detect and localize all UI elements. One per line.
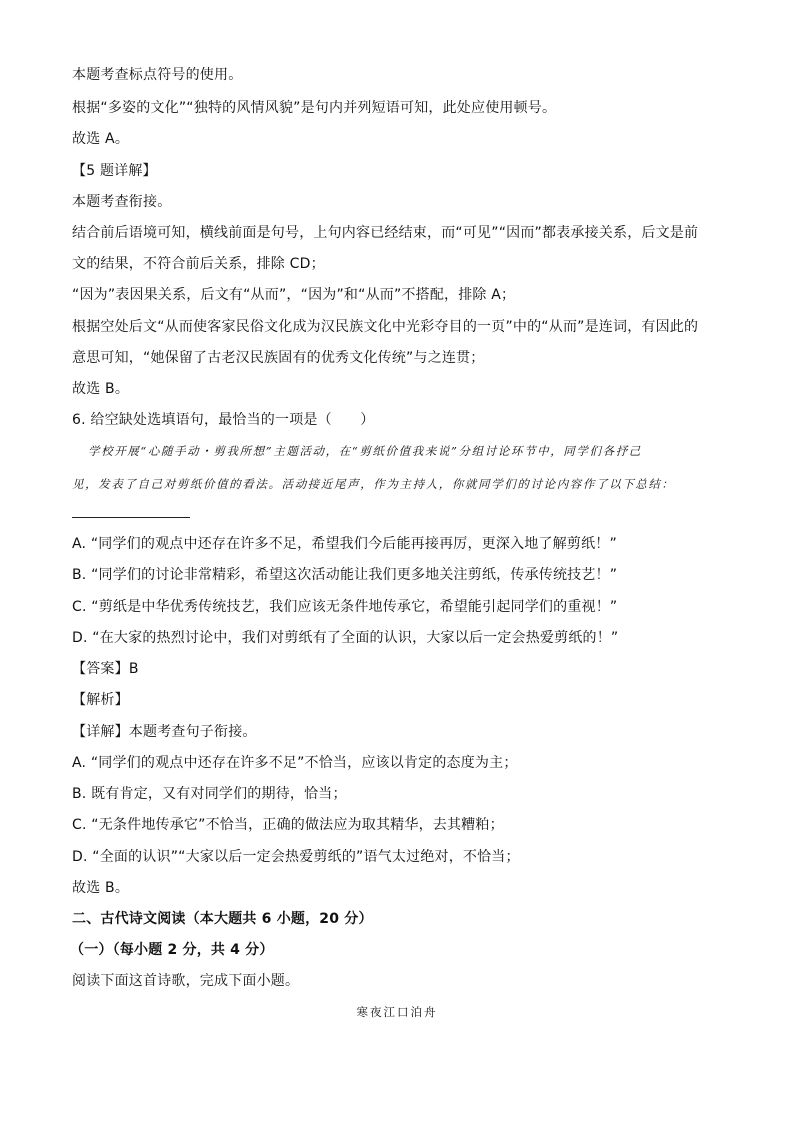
explain-c: C. “无条件地传承它”不恰当，正确的做法应为取其精华，去其糟粕； — [72, 817, 504, 833]
text-line-select-b-1: 故选 B。 — [72, 381, 130, 397]
text-line-topic-punctuation: 本题考查标点符号的使用。 — [72, 67, 243, 83]
q5-detail-heading: 【5 题详解】 — [72, 163, 157, 179]
answer-value: B — [128, 661, 139, 677]
answer-tag: 【答案】 — [72, 661, 129, 677]
question-6-stem: 6. 给空缺处选填语句，最恰当的一项是（ ） — [72, 412, 375, 428]
text-line-topic-cohesion: 本题考查衔接。 — [72, 194, 172, 210]
text-line-context-2: 文的结果，不符合前后关系，排除 CD； — [72, 256, 325, 272]
answer-line — [72, 660, 139, 678]
subsection-heading: （一）（每小题 2 分，共 4 分） — [70, 942, 274, 958]
poem-title: 寒夜江口泊舟 — [356, 1005, 438, 1019]
option-b: B. “同学们的讨论非常精彩，希望这次活动能让我们更多地关注剪纸，传承传统技艺！” — [72, 567, 618, 583]
text-line-according-2: 意思可知，“她保留了古老汉民族固有的优秀文化传统”与之连贯； — [72, 350, 485, 366]
text-line-because: “因为”表因果关系，后文有“从而”，“因为”和“从而”不搭配，排除 A； — [72, 287, 516, 303]
reading-instruction: 阅读下面这首诗歌，完成下面小题。 — [72, 973, 300, 989]
analysis-tag: 【解析】 — [72, 692, 129, 708]
option-c: C. “剪纸是中华优秀传统技艺，我们应该无条件地传承它，希望能引起同学们的重视！” — [72, 599, 618, 615]
explain-d: D. “全面的认识”“大家以后一定会热爱剪纸的”语气太过绝对，不恰当； — [72, 849, 520, 865]
option-a: A. “同学们的观点中还存在许多不足，希望我们今后能再接再厉，更深入地了解剪纸！” — [72, 536, 617, 552]
text-line-reasoning: 根据“多姿的文化”“独特的风情风貌”是句内并列短语可知，此处应使用顿号。 — [72, 100, 557, 116]
text-line-select-a: 故选 A。 — [72, 131, 130, 147]
text-line-select-b-2: 故选 B。 — [72, 880, 130, 896]
question-6-passage-2: 见，发表了自己对剪纸价值的看法。活动接近尾声，作为主持人，你就同学们的讨论内容作了以下总结： — [72, 477, 675, 491]
option-d: D. “在大家的热烈讨论中，我们对剪纸有了全面的认识，大家以后一定会热爱剪纸的！” — [72, 630, 619, 646]
detail-line: 【详解】本题考查句子衔接。 — [72, 724, 257, 740]
text-line-according-1: 根据空处后文“从而使客家民俗文化成为汉民族文化中光彩夺目的一页”中的“从而”是连词，有因此的 — [72, 319, 699, 335]
explain-b: B. 既有肯定，又有对同学们的期待，恰当； — [72, 786, 347, 802]
explain-a: A. “同学们的观点中还存在许多不足”不恰当，应该以肯定的态度为主； — [72, 755, 518, 771]
text-line-context-1: 结合前后语境可知，横线前面是句号，上句内容已经结束，而“可见”“因而”都表承接关系，后文是前 — [72, 225, 699, 241]
section-heading-ancient-poetry: 二、古代诗文阅读（本大题共 6 小题，20 分） — [72, 911, 373, 927]
answer-blank-line — [72, 517, 190, 518]
question-6-passage-1: 学校开展“心随手动・剪我所想”主题活动，在“剪纸价值我来说”分组讨论环节中，同学们各抒己 — [88, 444, 642, 458]
